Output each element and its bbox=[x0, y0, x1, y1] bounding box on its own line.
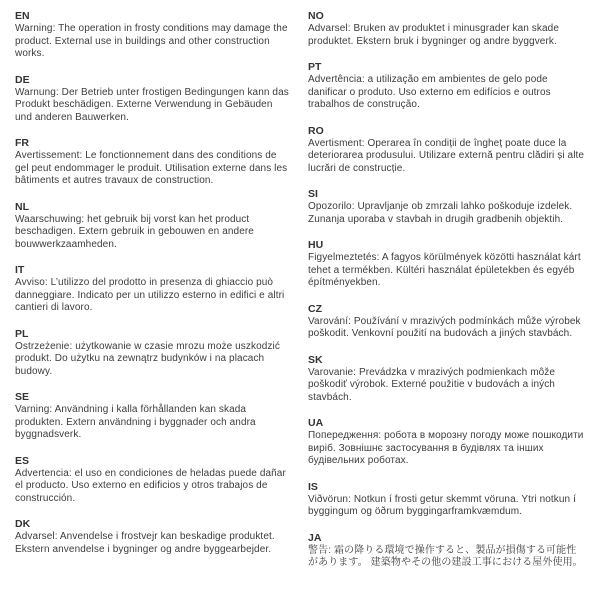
language-block bbox=[15, 74, 292, 125]
language-block bbox=[15, 201, 292, 252]
language-block bbox=[308, 239, 585, 290]
language-code-label: SK bbox=[308, 353, 323, 366]
warning-text: Попередження: робота в морозну погоду може пошкодити виріб. Зовнішнє застосування в будівлях та інших будівельних роботах. bbox=[308, 430, 584, 466]
warning-text: Waarschuwing: het gebruik bij vorst kan het product beschadigen. Extern gebruik in gebouwen en andere bouwwerkzaamheden. bbox=[15, 213, 254, 250]
language-block bbox=[15, 137, 292, 188]
language-block bbox=[308, 61, 585, 112]
warning-text: Varování: Používání v mrazivých podmínkách může výrobek poškodit. Venkovní použití na budovách a jiných stavbách. bbox=[308, 315, 581, 339]
warning-text: Avertisment: Operarea în condiții de îngheț poate duce la deteriorarea produsului. Utilizare externă pentru clădiri și alte lucrări de construcție. bbox=[308, 137, 585, 174]
language-code-label: HU bbox=[308, 239, 324, 251]
language-code-label: SE bbox=[15, 391, 30, 403]
language-block bbox=[308, 354, 585, 405]
language-code-label: UA bbox=[308, 417, 324, 429]
language-block bbox=[15, 264, 292, 315]
warning-text: Viðvörun: Notkun í frosti getur skemmt vöruna. Ytri notkun í byggingum og öðrum byggingarframkvæmdum. bbox=[308, 493, 576, 517]
language-code-label: IT bbox=[15, 264, 25, 276]
language-block bbox=[15, 391, 292, 442]
warning-text: Varovanie: Prevádzka v mrazivých podmienkach môže poškodiť výrobok. Externé použitie v budovách a iných stavbách. bbox=[308, 366, 556, 403]
warning-text: Warning: The operation in frosty conditions may damage the product. External use in buildings and other construction works. bbox=[15, 23, 288, 59]
language-code-label: JA bbox=[308, 531, 322, 544]
language-code-label: SI bbox=[308, 188, 318, 200]
warning-text: Avertissement: Le fonctionnement dans des conditions de gel peut endommager le produit. Utilisation externe dans les bâtiments et autres travaux de construction. bbox=[15, 150, 288, 186]
language-code-label: ES bbox=[15, 454, 30, 467]
language-code-label: PT bbox=[308, 61, 322, 73]
language-block bbox=[15, 10, 292, 61]
language-block bbox=[308, 188, 585, 226]
language-code-label: DK bbox=[15, 518, 31, 530]
language-code-label: EN bbox=[15, 10, 30, 22]
language-block bbox=[15, 518, 292, 556]
warning-text: Varning: Användning i kalla förhållanden kan skada produkten. Extern användning i byggnader och andra byggnadsverk. bbox=[15, 404, 256, 440]
language-code-label: NO bbox=[308, 10, 324, 22]
warning-text: Advarsel: Anvendelse i frostvejr kan beskadige produktet. Ekstern anvendelse i bygninger og andre byggearbejder. bbox=[15, 531, 275, 555]
warning-text: Warnung: Der Betrieb unter frostigen Bedingungen kann das Produkt beschädigen. Externe Verwendung in Gebäuden und anderen Bauwerken. bbox=[15, 86, 289, 123]
language-block bbox=[308, 125, 585, 176]
language-code-label: IS bbox=[308, 480, 318, 493]
warning-text: Avviso: L’utilizzo del prodotto in presenza di ghiaccio può danneggiare. Indicato per un utilizzo esterno in edifici e altri cantieri di lavoro. bbox=[15, 277, 285, 313]
language-code-label: CZ bbox=[308, 302, 322, 315]
language-block bbox=[15, 328, 292, 379]
language-block bbox=[308, 10, 585, 48]
language-block bbox=[308, 532, 585, 570]
language-block bbox=[308, 303, 585, 341]
warning-text: Opozorilo: Upravljanje ob zmrzali lahko poškoduje izdelek. Zunanja uporaba v stavbah in drugih gradbenih objektih. bbox=[308, 201, 573, 225]
language-code-label: PL bbox=[15, 327, 29, 340]
language-code-label: DE bbox=[15, 73, 30, 86]
warning-text: Advarsel: Bruken av produktet i minusgrader kan skade produktet. Ekstern bruk i bygninger og andre byggverk. bbox=[308, 23, 559, 47]
language-block bbox=[308, 481, 585, 519]
language-code-label: NL bbox=[15, 200, 29, 213]
column-left bbox=[15, 10, 292, 590]
warning-text: Advertência: a utilização em ambientes de gelo pode danificar o produto. Uso externo em edifícios e outros trabalhos de construção. bbox=[308, 74, 551, 110]
warning-text: 警告: 霜の降りる環境で操作すると、製品が損傷する可能性があります。 建築物やその他の建設工事における屋外使用。 bbox=[308, 544, 583, 568]
warning-text: Ostrzeżenie: użytkowanie w czasie mrozu może uszkodzić produkt. Do użytku na zewnątrz budynków i na placach budowy. bbox=[15, 340, 280, 377]
warning-text: Advertencia: el uso en condiciones de heladas puede dañar el producto. Uso externo en edificios y otros trabajos de construcción. bbox=[15, 467, 286, 504]
warning-text: Figyelmeztetés: A fagyos körülmények közötti használat kárt tehet a termékben. Kültéri használat épületekben és egyéb építményekben. bbox=[308, 252, 581, 288]
language-code-label: RO bbox=[308, 124, 324, 137]
language-block bbox=[308, 417, 585, 468]
language-code-label: FR bbox=[15, 137, 29, 149]
language-block bbox=[15, 455, 292, 506]
column-right bbox=[308, 10, 585, 590]
